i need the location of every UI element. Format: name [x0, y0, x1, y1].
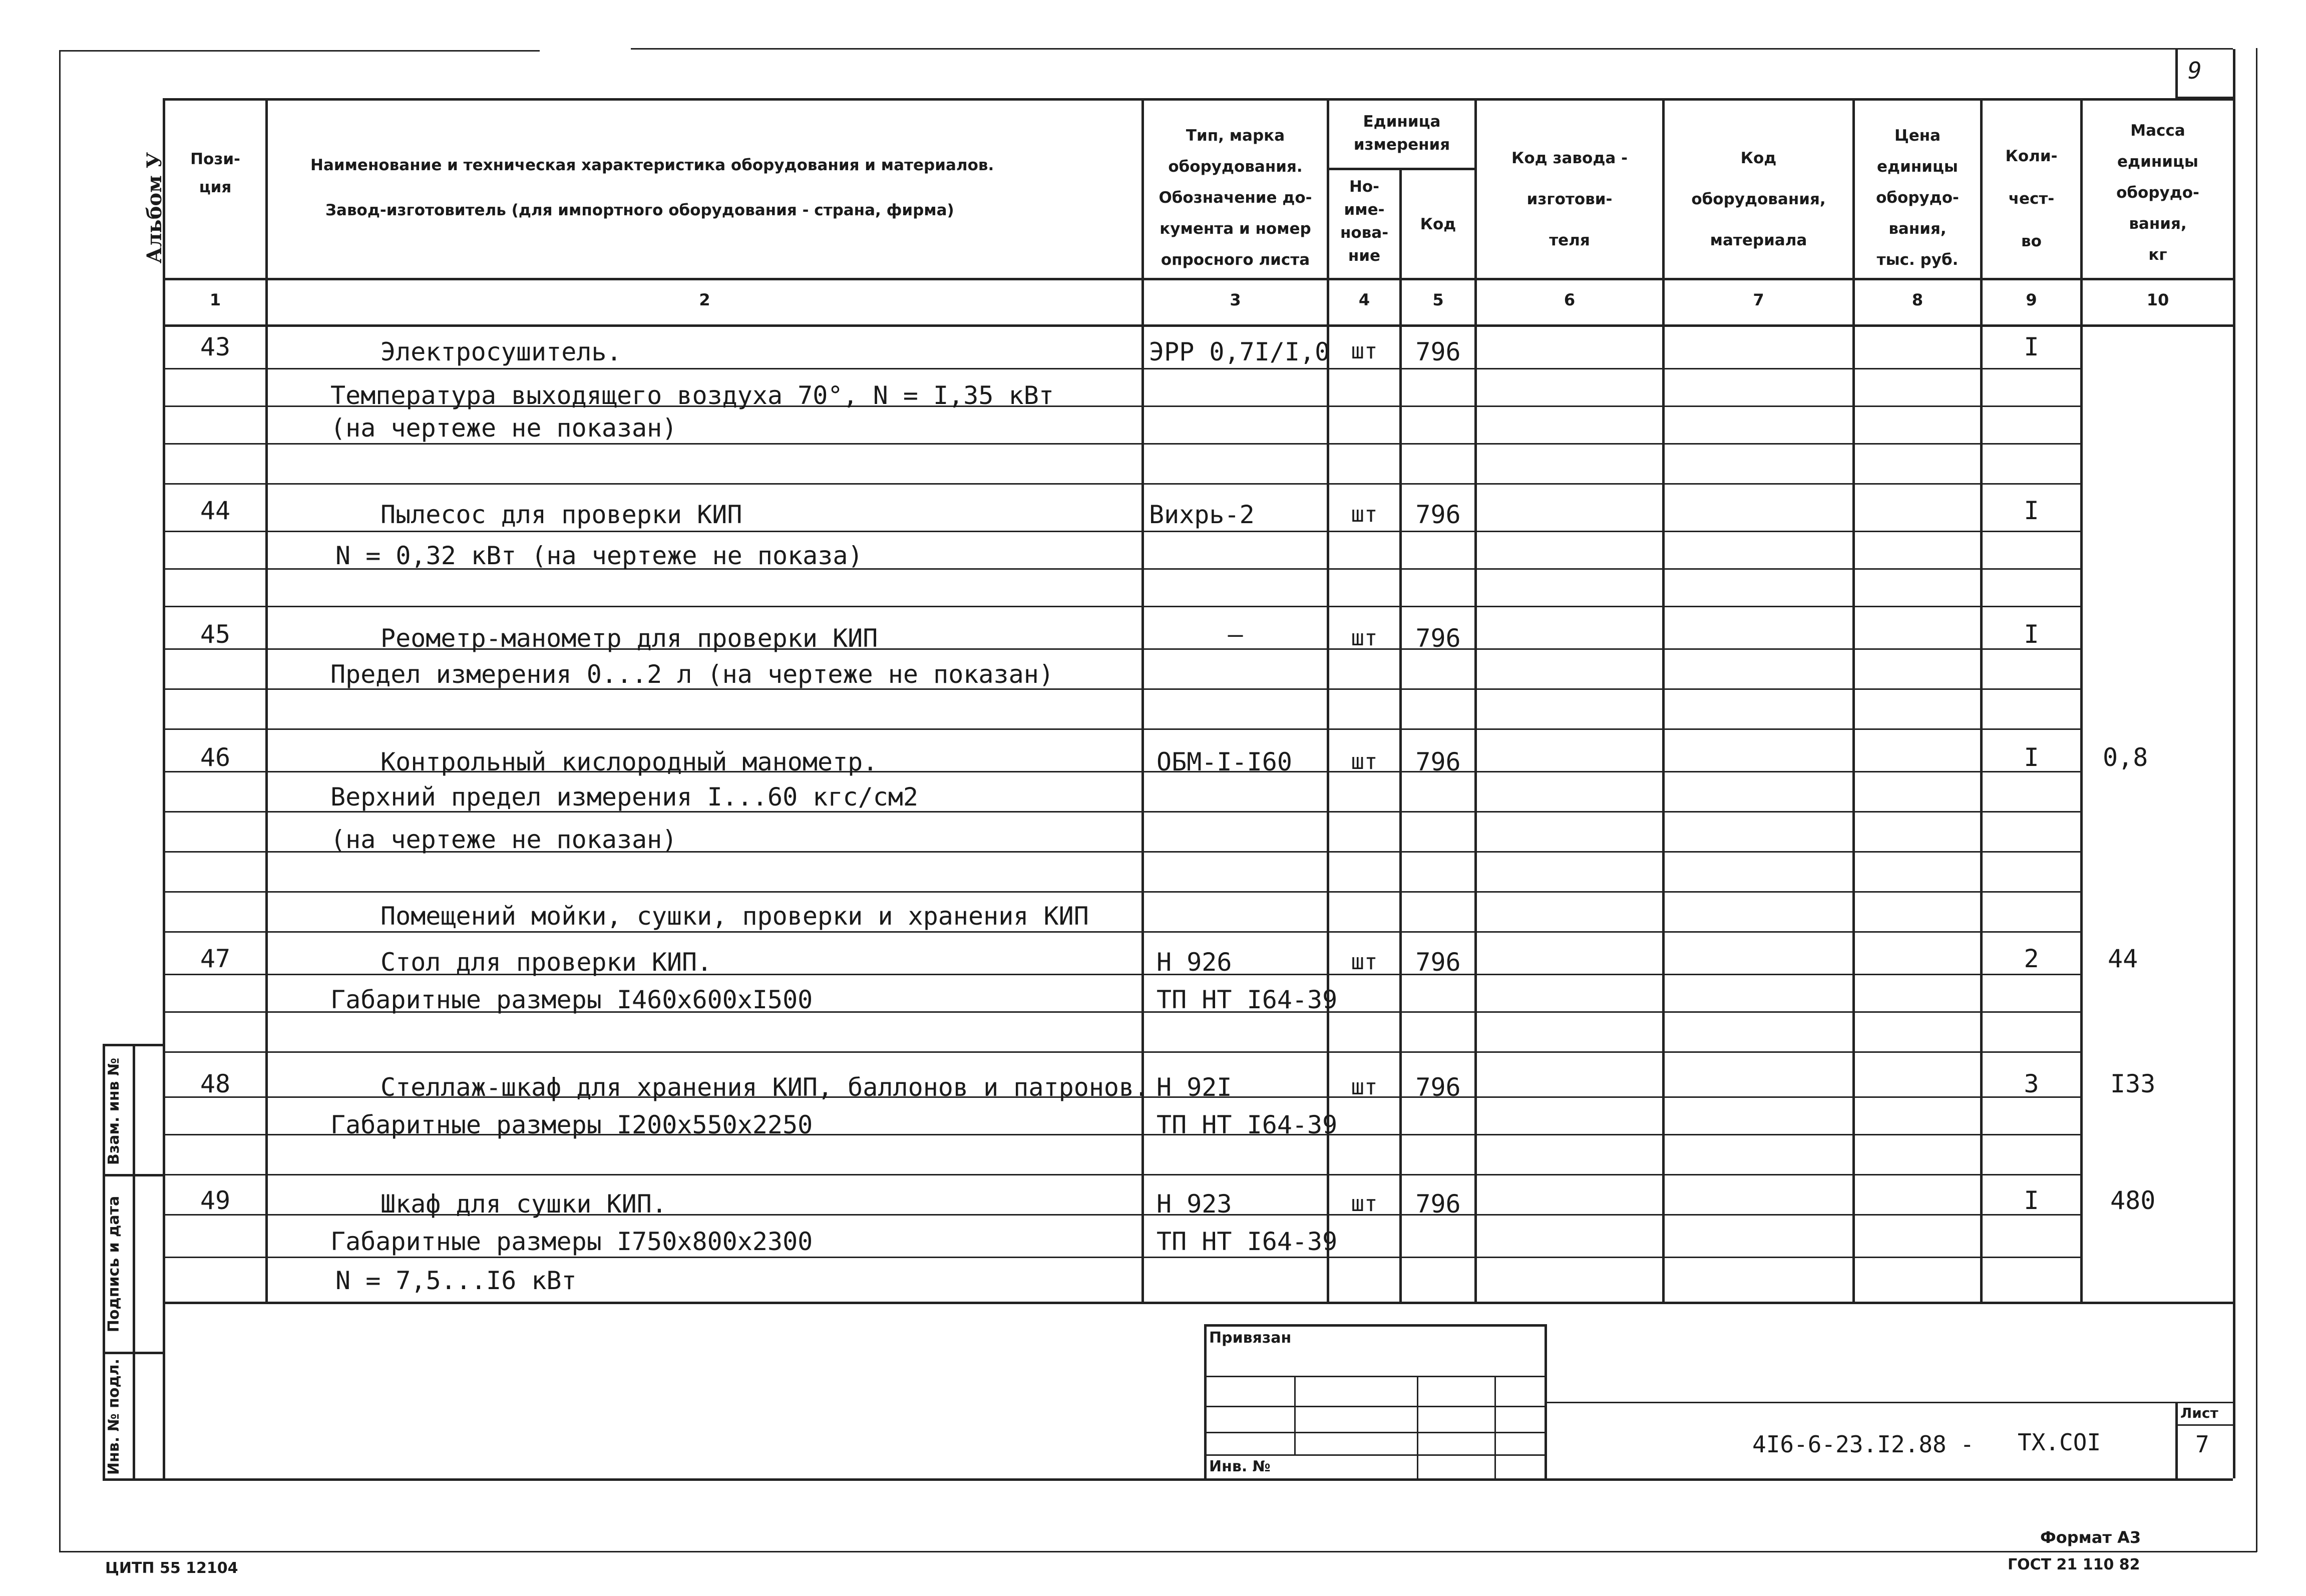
row-44-name: Пылесос для проверки КИП [380, 500, 742, 529]
row-46-note: (на чертеже не показан) [330, 825, 677, 854]
row-47-qty: 2 [2024, 944, 2039, 973]
row-43-note: (на чертеже не показан) [330, 414, 677, 443]
frame-top [631, 48, 2233, 50]
row-47-pos: 47 [200, 944, 231, 973]
row-45-unit: шт [1351, 625, 1378, 651]
tb-right [1545, 1324, 1547, 1478]
row-44-pos: 44 [200, 496, 231, 525]
tb-row-2 [1204, 1406, 1545, 1407]
row-48-mass: I33 [2110, 1069, 2156, 1098]
colnum-1: 1 [209, 290, 221, 309]
row-45-pos: 45 [200, 620, 231, 649]
row-46-range: Верхний предел измерения I...60 кгс/см2 [330, 782, 918, 812]
colnum-7: 7 [1753, 290, 1764, 309]
row-49-qty: I [2024, 1186, 2039, 1215]
row-48-size: Габаритные размеры I200х550х2250 [330, 1110, 813, 1139]
stamp-inv: Инв. № подл. [105, 1358, 123, 1475]
frame-right [2256, 48, 2257, 1552]
row-46-pos: 46 [200, 743, 231, 772]
row-line-20 [163, 1174, 2080, 1175]
col5-header: Код [1420, 215, 1456, 233]
frame-left [59, 50, 61, 1552]
row-45-range: Предел измерения 0...2 л (на чертеже не показан) [330, 660, 1054, 689]
col-line-5 [1474, 98, 1477, 1302]
colnum-9: 9 [2026, 290, 2037, 309]
tb-col-1 [1294, 1376, 1296, 1454]
col7-header: Код оборудования, материала [1691, 149, 1826, 249]
table-top [163, 98, 2233, 101]
row-44-code: 796 [1415, 500, 1461, 529]
row-45-qty: I [2024, 620, 2039, 649]
row-47-size: Габаритные размеры I460х600хI500 [330, 985, 813, 1014]
stamp-podpis: Подпись и дата [105, 1195, 123, 1333]
row-line-3 [163, 483, 2080, 485]
row-46-qty: I [2024, 743, 2039, 772]
row-48-qty: 3 [2024, 1069, 2039, 1098]
row-46-unit: шт [1351, 749, 1378, 774]
colnum-6: 6 [1564, 290, 1576, 309]
title-block-bottom [163, 1478, 2233, 1481]
row-48-pos: 48 [200, 1069, 231, 1098]
row-45-type: — [1228, 620, 1243, 649]
col2-header: Наименование и техническая характеристика оборудования и материалов. Завод-изготовитель (для импортного оборудования - страна, фирма) [310, 156, 994, 219]
tb-shown-in: Привязан [1209, 1329, 1292, 1347]
header-bottom [163, 278, 2233, 280]
bottom-left-code: ЦИТП 55 12104 [105, 1559, 238, 1577]
colnum-2: 2 [699, 290, 710, 309]
row-48-type: Н 92I [1157, 1073, 1232, 1102]
row-49-pos: 49 [200, 1186, 231, 1215]
colnum-3: 3 [1230, 290, 1241, 309]
col-line-7 [1852, 98, 1855, 1302]
tb-sheet-div [2175, 1424, 2233, 1426]
row-line-2 [163, 443, 2080, 445]
row-48-code: 796 [1415, 1073, 1461, 1102]
row-44-type: Вихрь-2 [1149, 500, 1255, 529]
row-48-doc: ТП НТ I64-39 [1157, 1110, 1338, 1139]
gost-label: ГОСТ 21 110 82 [2008, 1556, 2140, 1573]
row-49-mass: 480 [2110, 1186, 2156, 1215]
row-49-code: 796 [1415, 1189, 1461, 1219]
row-43-type: ЭРР 0,7I/I,0 [1149, 337, 1330, 366]
row-line-13 [163, 891, 2080, 893]
row-46-mass: 0,8 [2103, 743, 2148, 772]
tb-doc-code: 4I6-6-23.I2.88 - [1752, 1431, 1975, 1458]
corner-number: 9 [2188, 57, 2202, 84]
tb-col-2 [1417, 1376, 1418, 1478]
corner-box-left [2175, 49, 2178, 97]
col8-header: Цена единицы оборудо- вания, тыс. руб. [1876, 127, 1959, 269]
row-46-code: 796 [1415, 747, 1461, 776]
tb-doc-suffix: ТХ.СОI [2018, 1429, 2101, 1456]
col-line-9 [2080, 98, 2083, 1302]
row-47-code: 796 [1415, 948, 1461, 977]
row-line-17 [163, 1051, 2080, 1053]
row-47-mass: 44 [2108, 944, 2138, 973]
row-44-unit: шт [1351, 502, 1378, 527]
row-48-name: Стеллаж-шкаф для хранения КИП, баллонов и патронов. [380, 1073, 1149, 1102]
tb-row-3 [1204, 1432, 1545, 1433]
colnum-10: 10 [2146, 290, 2169, 309]
col-line-2 [1141, 98, 1144, 1302]
row-47-unit: шт [1351, 949, 1378, 975]
tb-top [1204, 1324, 1545, 1327]
row-49-doc: ТП НТ I64-39 [1157, 1227, 1338, 1256]
row-49-type: Н 923 [1157, 1189, 1232, 1219]
stamp-strip-mid [133, 1044, 135, 1478]
row-46-name: Контрольный кислородный манометр. [380, 747, 878, 776]
row-43-qty: I [2024, 332, 2039, 361]
tb-sheet-number: 7 [2195, 1431, 2209, 1458]
stamp-vzam: Взам. инв № [105, 1057, 123, 1165]
tb-col-3 [1494, 1376, 1496, 1478]
row-44-qty: I [2024, 496, 2039, 525]
row-49-name: Шкаф для сушки КИП. [380, 1189, 667, 1219]
row-line-14 [163, 931, 2080, 933]
col-line-6 [1662, 98, 1665, 1302]
frame-bottom [59, 1551, 2257, 1552]
col9-header: Коли- чест- во [2005, 147, 2058, 250]
tb-sheet-left [2175, 1402, 2178, 1478]
row-line-22 [163, 1257, 2080, 1258]
row-47-type: Н 926 [1157, 948, 1232, 977]
row-47-name: Стол для проверки КИП. [380, 948, 712, 977]
colnum-4: 4 [1358, 290, 1370, 309]
tb-inv-no: Инв. № [1209, 1458, 1271, 1475]
row-46-type: ОБМ-I-I60 [1157, 747, 1292, 776]
col6-header: Код завода - изготови- теля [1511, 149, 1628, 249]
col3-header: Тип, марка оборудования. Обозначение до- кумента и номер опросного листа [1159, 127, 1312, 269]
inner-frame-right [2233, 49, 2235, 1478]
format-label: Формат А3 [2040, 1528, 2141, 1547]
frame-top-left [59, 50, 540, 52]
row-43-code: 796 [1415, 337, 1461, 366]
row-43-temp: Температура выходящего воздуха 70°, N = I,35 кВт [330, 381, 1054, 410]
row-line-6 [163, 606, 2080, 607]
section-title: Помещений мойки, сушки, проверки и хранения КИП [380, 902, 1089, 931]
row-49-unit: шт [1351, 1191, 1378, 1217]
row-47-doc: ТП НТ I64-39 [1157, 985, 1338, 1014]
row-43-name: Электросушитель. [380, 337, 622, 366]
row-49-power: N = 7,5...I6 кВт [335, 1266, 577, 1295]
col-line-4 [1399, 168, 1402, 1302]
row-43-unit: шт [1351, 338, 1378, 364]
row-line-4 [163, 531, 2080, 532]
unit-group-header: Единица измерения [1353, 113, 1450, 154]
row-line-0 [163, 368, 2080, 369]
row-line-9 [163, 728, 2080, 730]
row-43-pos: 43 [200, 332, 231, 361]
row-48-unit: шт [1351, 1074, 1378, 1100]
col4-header: Но- име- нова- ние [1340, 178, 1389, 265]
row-49-size: Габаритные размеры I750х800х2300 [330, 1227, 813, 1256]
col10-header: Масса единицы оборудо- вания, кг [2116, 122, 2199, 264]
row-45-name: Реометр-манометр для проверки КИП [380, 624, 878, 653]
col-line-8 [1980, 98, 1983, 1302]
table-bottom [163, 1302, 2233, 1304]
row-44-power: N = 0,32 кВт (на чертеже не показа) [335, 541, 863, 570]
tb-row-1 [1204, 1376, 1545, 1377]
colnum-8: 8 [1911, 290, 1924, 309]
tb-sheet-label: Лист [2180, 1405, 2218, 1421]
colnum-bottom [163, 324, 2233, 327]
row-45-code: 796 [1415, 624, 1461, 653]
tb-row-4 [1204, 1454, 1545, 1456]
colnum-5: 5 [1432, 290, 1444, 309]
tb-main-top [1545, 1402, 2233, 1403]
album-label: Альбом У [143, 152, 166, 264]
col1-header: Пози- ция [190, 150, 240, 196]
col-line-1 [265, 98, 268, 1302]
